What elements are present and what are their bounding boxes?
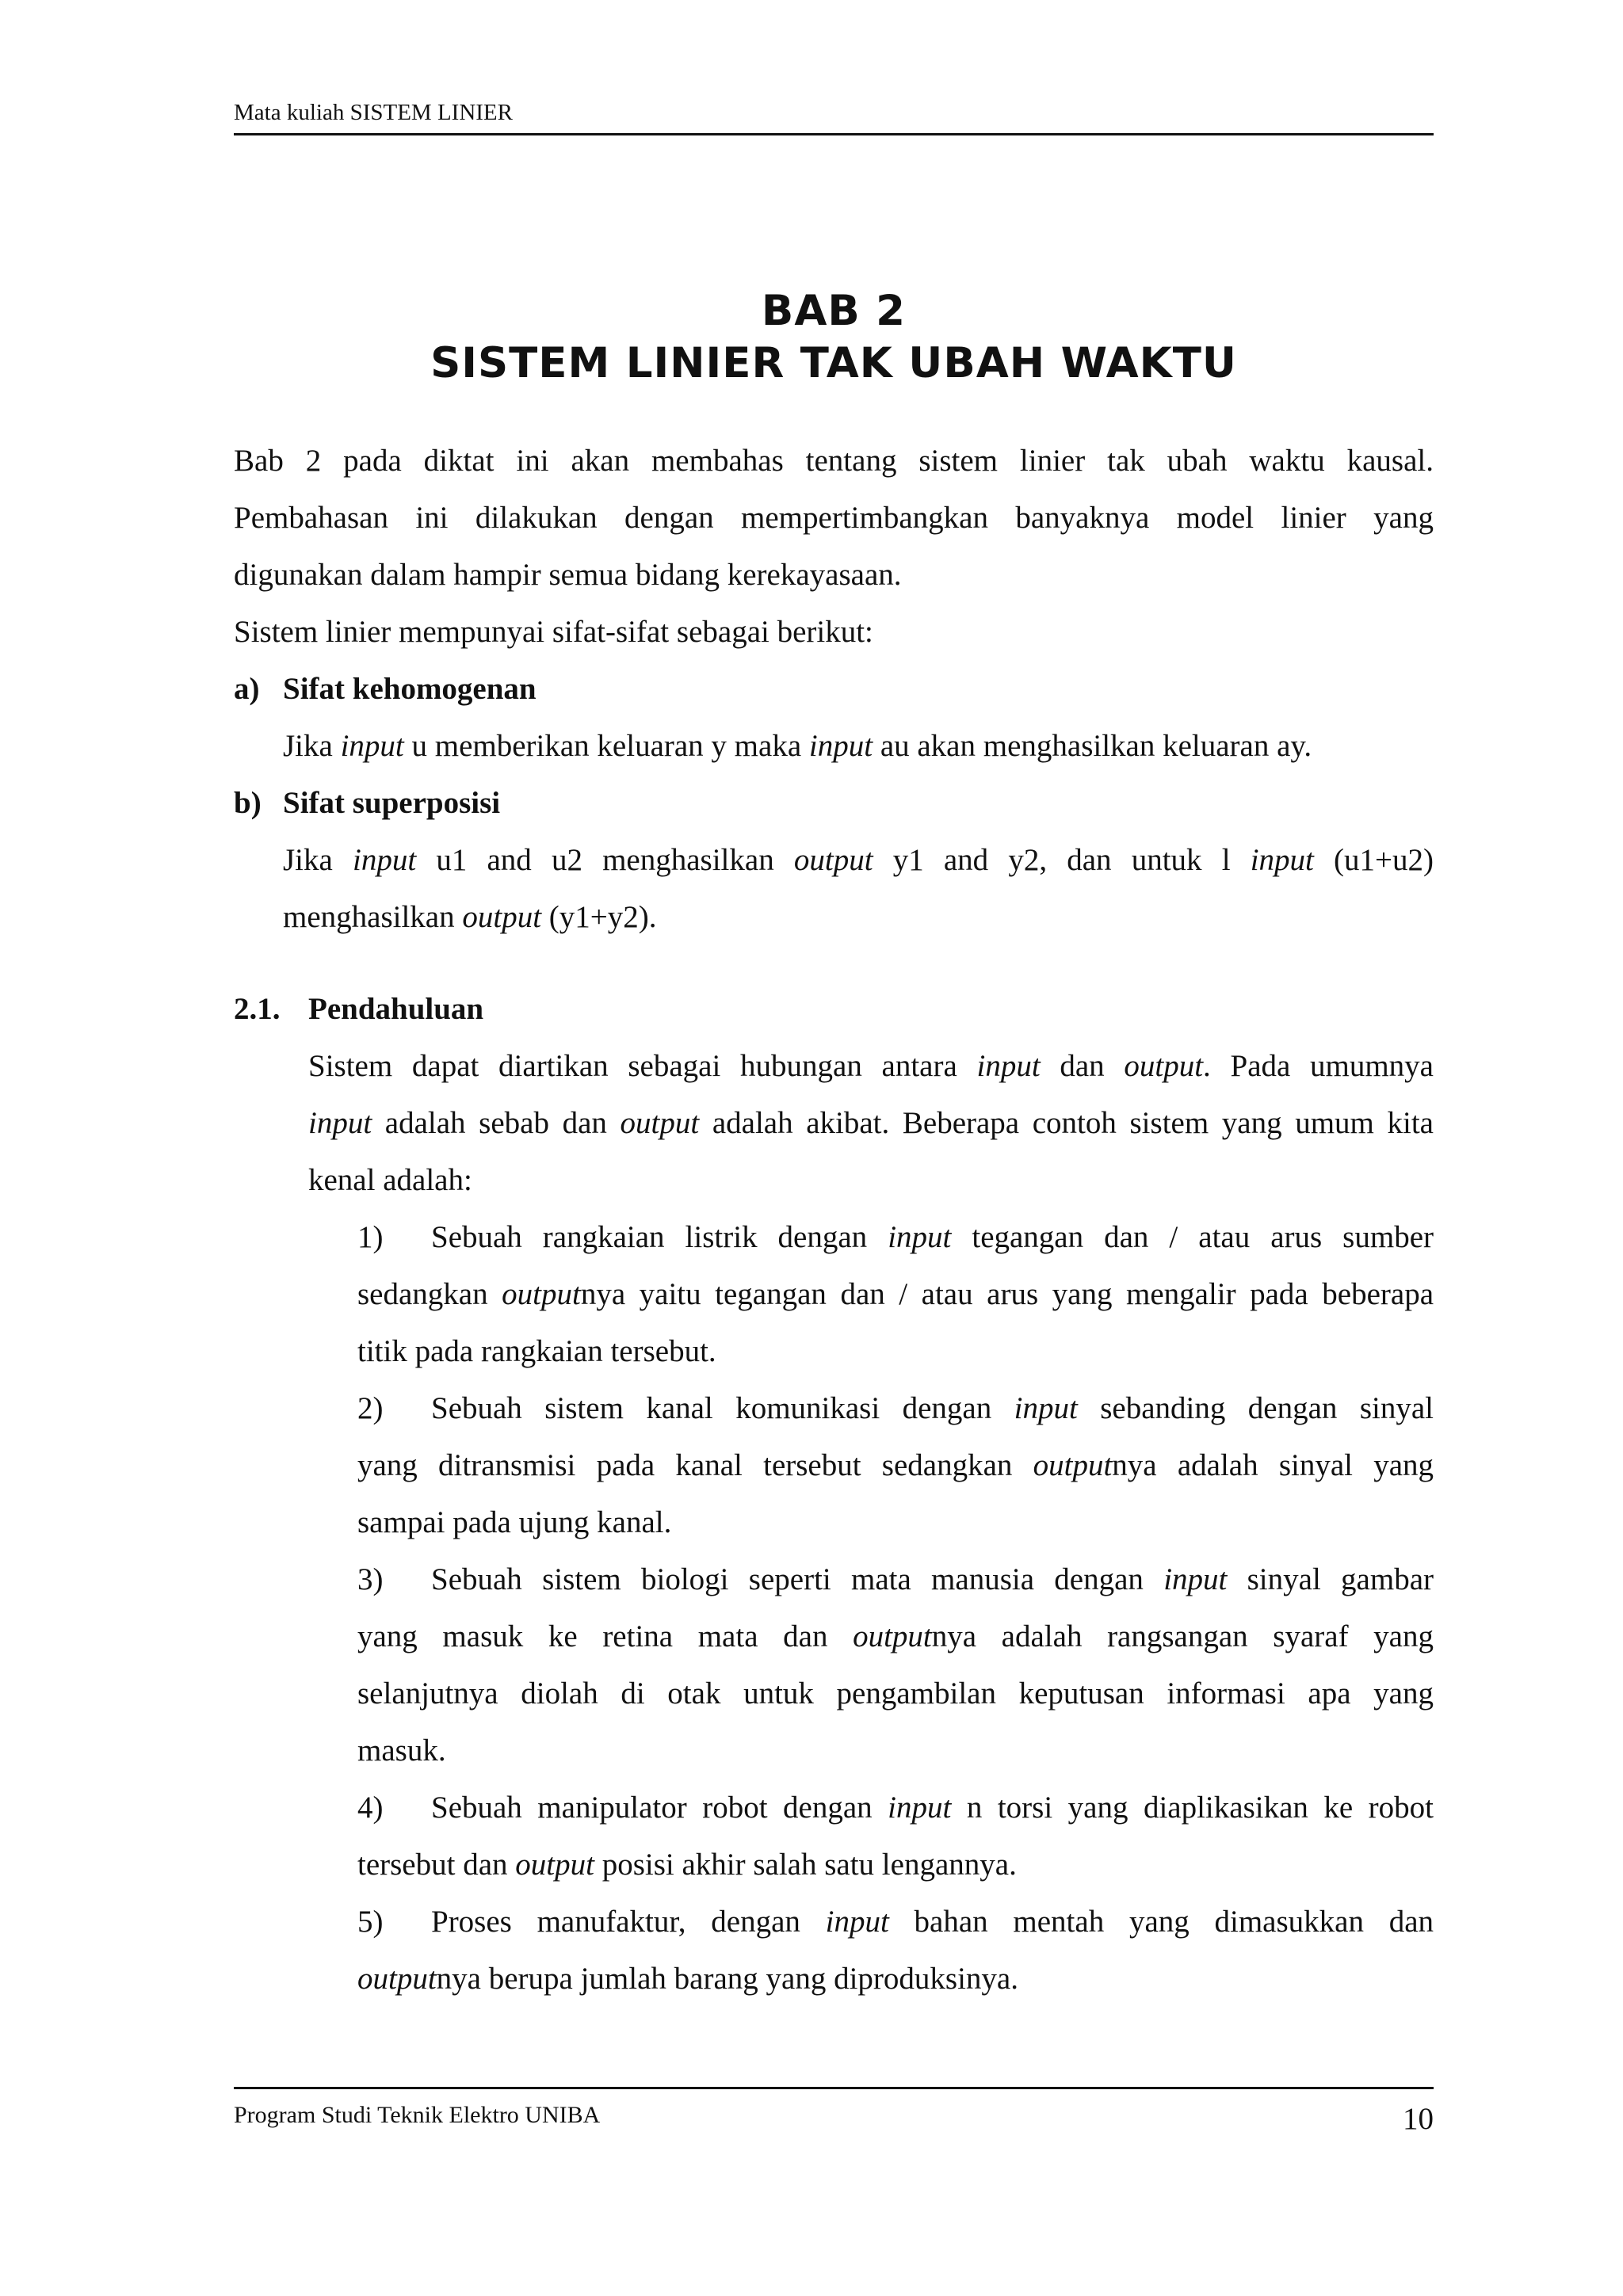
list-number: 2)	[357, 1391, 384, 1425]
list-line	[357, 1266, 1434, 1323]
intro-line: digunakan dalam hampir semua bidang kerekayasaan.	[234, 558, 902, 592]
text-run: u2	[551, 843, 582, 877]
footer-program-name: Program Studi Teknik Elektro UNIBA	[234, 2102, 601, 2128]
text-run: adalah akibat. Beberapa contoh sistem yang umum kita	[699, 1106, 1434, 1140]
intro-line: Sistem linier mempunyai sifat-sifat sebagai berikut:	[234, 615, 873, 649]
text-run: yang ditransmisi pada kanal tersebut sedangkan	[357, 1448, 1033, 1482]
property-text	[283, 832, 1434, 889]
italic-term: output	[462, 900, 542, 934]
list-number: 5)	[357, 1905, 384, 1939]
text-run: . Pada umumnya	[1203, 1049, 1434, 1083]
text-run: sinyal gambar	[1227, 1562, 1434, 1596]
text-run: bahan mentah yang dimasukkan dan	[888, 1905, 1434, 1939]
property-body	[283, 661, 1434, 775]
property-title	[283, 661, 1434, 718]
paragraph-line	[308, 1095, 1434, 1152]
intro-line: Bab 2 pada diktat ini akan membahas tentang sistem linier tak ubah waktu kausal.	[234, 444, 1434, 478]
list-line	[357, 1894, 1434, 1951]
list-line: selanjutnya diolah di otak untuk pengambilan keputusan informasi apa yang	[357, 1676, 1434, 1711]
text-run: y1	[892, 843, 924, 877]
italic-term: output	[357, 1962, 437, 1996]
section-intro-paragraph	[308, 1038, 1434, 1209]
intro-paragraph	[234, 433, 1434, 661]
property-title	[283, 775, 1434, 832]
italic-term: output	[1033, 1448, 1113, 1482]
text-run: Sebuah sistem kanal komunikasi dengan	[431, 1391, 1014, 1425]
italic-term: input	[825, 1905, 889, 1939]
italic-term: output	[502, 1277, 581, 1311]
italic-term: input	[1163, 1562, 1228, 1596]
text-run: n torsi yang diaplikasikan ke robot	[951, 1791, 1434, 1825]
text-run: sedangkan	[357, 1277, 502, 1311]
text-run: tersebut dan	[357, 1848, 516, 1882]
section-number: 2.1.	[234, 992, 281, 1026]
paragraph-line: kenal adalah:	[308, 1163, 472, 1197]
section-heading	[234, 981, 483, 1038]
text-run: dan	[1040, 1049, 1125, 1083]
list-number: 1)	[357, 1220, 384, 1254]
list-item	[357, 1209, 1434, 1380]
text-run: Sebuah manipulator robot dengan	[431, 1791, 888, 1825]
italic-term: input	[308, 1106, 372, 1140]
italic-term: input	[1014, 1391, 1078, 1425]
list-line	[357, 1608, 1434, 1665]
text-run: l	[1221, 843, 1231, 877]
text-run: u1	[436, 843, 468, 877]
text-run: menghasilkan	[602, 843, 774, 877]
text-run: (u1+u2)	[1334, 843, 1434, 877]
text-run: nya adalah rangsangan syaraf yang	[931, 1619, 1434, 1653]
list-number: 4)	[357, 1791, 384, 1825]
text-run: y2,	[1008, 843, 1048, 877]
text-run: nya yaitu tegangan dan / atau arus yang mengalir pada beberapa	[580, 1277, 1434, 1311]
property-body	[283, 775, 1434, 946]
list-line	[357, 1779, 1434, 1836]
text-run: and	[943, 843, 989, 877]
list-line	[357, 1209, 1434, 1266]
property-letter: b)	[234, 786, 262, 820]
intro-line: Pembahasan ini dilakukan dengan mempertimbangkan banyaknya model linier yang	[234, 501, 1434, 535]
text-run: tegangan dan / atau arus sumber	[951, 1220, 1434, 1254]
property-text	[283, 889, 1434, 946]
list-item	[357, 1779, 1434, 1894]
italic-term: input	[888, 1220, 952, 1254]
text-run: Sebuah rangkaian listrik dengan	[431, 1220, 888, 1254]
text-run: nya berupa jumlah barang yang diproduksinya.	[436, 1962, 1018, 1996]
list-line	[357, 1437, 1434, 1494]
running-header: Mata kuliah SISTEM LINIER	[234, 100, 513, 125]
chapter-title	[234, 285, 1434, 390]
text-run: Proses manufaktur, dengan	[431, 1905, 826, 1939]
list-line	[357, 1951, 1434, 2008]
list-line: sampai pada ujung kanal.	[357, 1505, 672, 1539]
text-run: dan	[1067, 843, 1112, 877]
italic-term: input	[1250, 843, 1314, 877]
list-item	[357, 1894, 1434, 2008]
text-run: Jika	[283, 729, 341, 763]
italic-term: output	[853, 1619, 932, 1653]
list-line	[357, 1380, 1434, 1437]
property-superposition	[234, 775, 1434, 946]
italic-term: output	[515, 1848, 594, 1882]
text-run: nya adalah sinyal yang	[1112, 1448, 1434, 1482]
italic-term: input	[976, 1049, 1041, 1083]
section-title: Pendahuluan	[308, 992, 484, 1026]
text-run: menghasilkan	[283, 900, 463, 934]
list-line: masuk.	[357, 1733, 446, 1768]
page-number: 10	[1403, 2102, 1434, 2136]
text-run: au akan menghasilkan keluaran ay.	[873, 729, 1312, 763]
text-run: posisi akhir salah satu lengannya.	[594, 1848, 1017, 1882]
list-item	[357, 1551, 1434, 1779]
paragraph-line	[308, 1038, 1434, 1095]
text-run: yang masuk ke retina mata dan	[357, 1619, 854, 1653]
italic-term: output	[1124, 1049, 1204, 1083]
chapter-name: SISTEM LINIER TAK UBAH WAKTU	[430, 339, 1237, 387]
italic-term: output	[793, 843, 873, 877]
text-run: untuk	[1131, 843, 1202, 877]
property-text	[283, 718, 1434, 775]
text-run: u memberikan keluaran y maka	[403, 729, 809, 763]
text-run: sebanding dengan sinyal	[1077, 1391, 1434, 1425]
italic-term: output	[620, 1106, 700, 1140]
italic-term: input	[888, 1791, 952, 1825]
chapter-label: BAB 2	[761, 287, 907, 335]
text-run: (y1+y2).	[541, 900, 657, 934]
examples-list	[357, 1209, 1434, 2008]
property-homogeneity	[234, 661, 1434, 775]
property-title-text: Sifat kehomogenan	[283, 672, 537, 706]
italic-term: input	[340, 729, 404, 763]
list-item	[357, 1380, 1434, 1551]
list-line	[357, 1836, 1434, 1894]
property-title-text: Sifat superposisi	[283, 786, 501, 820]
text-run: Sistem dapat diartikan sebagai hubungan antara	[308, 1049, 977, 1083]
list-number: 3)	[357, 1562, 384, 1596]
text-run: adalah sebab dan	[372, 1106, 621, 1140]
text-run: and	[487, 843, 532, 877]
header-rule	[234, 133, 1434, 135]
text-run: Jika	[283, 843, 333, 877]
property-letter: a)	[234, 672, 260, 706]
italic-term: input	[808, 729, 873, 763]
list-line: titik pada rangkaian tersebut.	[357, 1334, 716, 1368]
footer-rule	[234, 2087, 1434, 2089]
list-line	[357, 1551, 1434, 1608]
italic-term: input	[352, 843, 417, 877]
text-run: Sebuah sistem biologi seperti mata manusia dengan	[431, 1562, 1164, 1596]
